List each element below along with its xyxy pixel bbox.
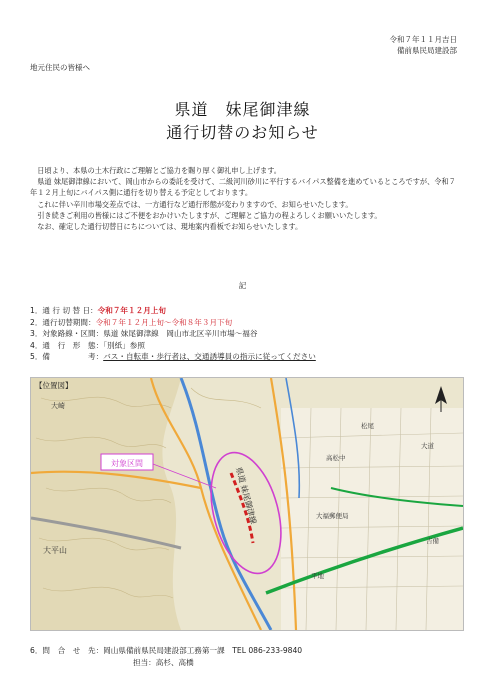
map-hills-west [31,378,181,630]
place-okubo: 大道 [421,442,434,450]
location-map-svg [31,378,463,630]
body-paragraph: なお、確定した通行切替日にちについては、現地案内看板でお知らせいたします。 [30,222,303,232]
addressee: 地元住民の皆様へ [30,63,90,72]
body-paragraph: これに伴い辛川市場交差点では、一方通行など通行形態が変わりますので、お知らせいたします。 [30,199,353,209]
item-label: 2．通行切替期間： [30,317,96,327]
place-ohirayama: 大平山 [43,546,67,555]
issuer-name: 備前県民局建設部 [397,46,457,55]
item-label: 4．通 行 形 態： [30,340,104,350]
item-label: 3．対象路線・区間： [30,329,104,338]
item-label: 5．備 考： [30,352,104,361]
item-value: 令和７年１２月上旬～令和８年３月下旬 [95,317,233,327]
section-label: 対象区間 [111,459,143,468]
item-switch-date [30,305,316,317]
contact-block [30,645,302,669]
item-value: バス・自転車・歩行者は、交通誘導員の指示に従ってください [103,352,316,361]
item-route-section [30,328,316,340]
item-remarks [30,351,316,363]
place-yoshi: 吉備 [426,537,439,545]
map-legend: 【位置図】 [35,381,73,390]
place-ozaki: 大崎 [51,402,65,410]
place-takamatsu: 高松中 [326,454,346,462]
item-switch-period [30,317,316,329]
item-value: 令和７年１２月上旬 [97,306,166,315]
place-post-office: 大福郵便局 [316,512,349,520]
place-yoko: 平地 [311,572,324,580]
item-label: 1．通 行 切 替 日： [30,306,98,315]
contact-persons: 担当：高杉、高橋 [133,658,194,667]
document-date: 令和７年１１月吉日 [389,35,457,44]
notice-body [30,165,458,232]
body-paragraph: 日頃より、本県の土木行政にご理解とご協力を賜り厚く御礼申し上げます。 [30,166,281,175]
item-value: 県道 妹尾御津線 岡山市北区辛川市場～福谷 [103,329,258,338]
ki-marker: 記 [238,281,247,290]
title-notice: 通行切替のお知らせ [166,123,319,142]
location-map [30,377,464,631]
item-value: 「別紙」参照 [103,340,145,350]
contact-line: 6．問 合 せ 先：岡山県備前県民局建設部工務第一課 TEL 086-233-9840 [30,646,303,655]
header-date-block [390,34,458,56]
title-route: 県道 妹尾御津線 [174,100,311,119]
item-list [30,305,316,363]
body-paragraph: 引き続きご利用の皆様にはご不便をおかけいたしますが、ご理解とご協力の程よろしくお願いいたします。 [30,210,382,220]
body-paragraph: 県道 妹尾御津線において、岡山市からの委託を受けて、二級河川砂川に平行するバイパス整備を進めているところですが、令和７年１２月上旬にバイパス側に通行を切り替える予定としております。 [30,177,456,198]
place-matsu: 松尾 [361,422,374,430]
map-route-label: 県道 妹尾御津線 [234,466,258,526]
item-traffic-form [30,340,316,352]
